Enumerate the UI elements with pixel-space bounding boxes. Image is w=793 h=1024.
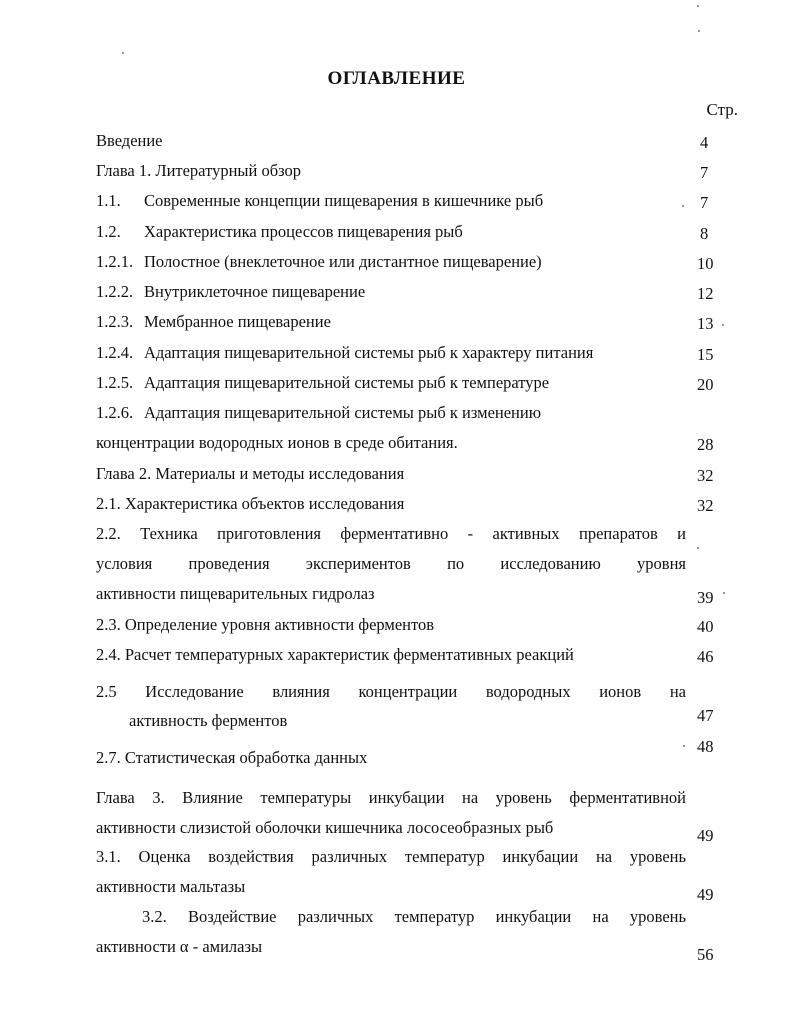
- toc-entry-text: 2.2. Техника приготовления ферментативно - активных препаратов и: [96, 524, 686, 543]
- toc-entry-text: активности пищеварительных гидролаз: [96, 584, 375, 603]
- toc-entry-text: Адаптация пищеварительной системы рыб к температуре: [144, 373, 550, 392]
- toc-entry-text: Характеристика процессов пищеварения рыб: [144, 222, 463, 241]
- toc-entry: [96, 375, 686, 392]
- page-column-label: Стр.: [706, 100, 738, 119]
- toc-page-number: 48: [697, 737, 714, 756]
- toc-entry-text: активности мальтазы: [96, 877, 246, 896]
- toc-page-number: 7: [700, 193, 709, 212]
- toc-entry-text: условия проведения экспериментов по исследованию уровня: [96, 554, 686, 573]
- toc-entry: [96, 345, 686, 362]
- toc-page-number: 10: [697, 254, 714, 273]
- toc-entry: [142, 909, 686, 926]
- toc-page-number: 7: [700, 163, 709, 182]
- toc-entry-text: 2.1. Характеристика объектов исследования: [96, 494, 405, 513]
- toc-entry: [96, 750, 686, 767]
- toc-page-number: 32: [697, 466, 714, 485]
- toc-entry-text: 2.7. Статистическая обработка данных: [96, 748, 368, 767]
- toc-entry-text: 2.5 Исследование влияния концентрации водородных ионов на: [96, 682, 686, 701]
- scan-speck: [683, 745, 685, 747]
- toc-entry: [96, 556, 686, 573]
- toc-page-number: 32: [697, 496, 714, 515]
- toc-entry-text: Внутриклеточное пищеварение: [144, 282, 366, 301]
- toc-entry-number: 1.2.3.: [96, 312, 134, 331]
- toc-page-number: 20: [697, 375, 714, 394]
- toc-entry-text: активность ферментов: [129, 711, 288, 730]
- scan-speck: [722, 324, 724, 326]
- toc-entry: [96, 849, 686, 866]
- toc-entry-text: концентрации водородных ионов в среде обитания.: [96, 433, 458, 452]
- page-title: ОГЛАВЛЕНИЕ: [327, 68, 466, 89]
- toc-entry-number: 1.2.6.: [96, 403, 134, 422]
- toc-entry-text: Введение: [96, 131, 163, 150]
- toc-entry-text: Современные концепции пищеварения в кишечнике рыб: [144, 191, 544, 210]
- toc-entry-text: Полостное (внеклеточное или дистантное пищеварение): [144, 252, 542, 271]
- scan-speck: [697, 547, 699, 549]
- toc-entry: [96, 879, 686, 896]
- toc-entry: [96, 790, 686, 807]
- toc-entry: [96, 314, 686, 331]
- toc-entry-text: Адаптация пищеварительной системы рыб к характеру питания: [144, 343, 594, 362]
- toc-entry-number: 1.2.4.: [96, 343, 134, 362]
- toc-page-number: 28: [697, 435, 714, 454]
- toc-entry: [96, 496, 686, 513]
- scan-speck: [723, 592, 725, 594]
- toc-entry: [96, 163, 686, 180]
- toc-entry-number: 1.2.5.: [96, 373, 134, 392]
- toc-page-number: 46: [697, 647, 714, 666]
- toc-entry-text: 2.4. Расчет температурных характеристик ферментативных реакций: [96, 645, 574, 664]
- scan-speck: [698, 30, 700, 32]
- toc-entry: [96, 435, 686, 452]
- toc-entry: [129, 713, 669, 730]
- toc-entry: [96, 193, 686, 210]
- toc-entry-text: Глава 2. Материалы и методы исследования: [96, 464, 405, 483]
- toc-page-number: 49: [697, 885, 714, 904]
- toc-page-number: 8: [700, 224, 709, 243]
- toc-entry-text: Мембранное пищеварение: [144, 312, 331, 331]
- toc-entry-text: Глава 1. Литературный обзор: [96, 161, 302, 180]
- toc-entry-text: Адаптация пищеварительной системы рыб к изменению: [144, 403, 542, 422]
- toc-entry: [96, 820, 686, 837]
- toc-entry: [96, 617, 686, 634]
- toc-entry: [96, 133, 686, 150]
- toc-entry: [96, 224, 686, 241]
- scan-speck: [697, 5, 699, 7]
- toc-entry: [96, 254, 686, 271]
- toc-entry-text: 3.1. Оценка воздействия различных температур инкубации на уровень: [96, 847, 686, 866]
- toc-page-number: 13: [697, 314, 714, 333]
- toc-entry-number: 1.2.: [96, 222, 121, 241]
- toc-entry: [96, 684, 686, 701]
- toc-entry-text: 2.3. Определение уровня активности ферментов: [96, 615, 435, 634]
- toc-entry: [96, 586, 686, 603]
- toc-entry: [96, 466, 686, 483]
- toc-entry: [96, 939, 686, 956]
- toc-page-number: 4: [700, 133, 709, 152]
- toc-entry-number: 1.1.: [96, 191, 121, 210]
- toc-entry-text: активности α - амилазы: [96, 937, 263, 956]
- toc-page-number: 49: [697, 826, 714, 845]
- toc-entry: [96, 647, 686, 664]
- toc-entry: [96, 526, 686, 543]
- toc-page-number: 39: [697, 588, 714, 607]
- toc-page-number: 56: [697, 945, 714, 964]
- toc-entry: [96, 405, 686, 422]
- toc-entry-number: 1.2.1.: [96, 252, 134, 271]
- toc-page-number: 15: [697, 345, 714, 364]
- toc-entry: [96, 284, 686, 301]
- toc-page-number: 47: [697, 706, 714, 725]
- scan-speck: [682, 205, 684, 207]
- toc-entry-text: 3.2. Воздействие различных температур инкубации на уровень: [142, 907, 686, 926]
- toc-entry-text: активности слизистой оболочки кишечника лососеобразных рыб: [96, 818, 554, 837]
- scan-speck: [122, 52, 124, 54]
- toc-entry-number: 1.2.2.: [96, 282, 134, 301]
- toc-page-number: 12: [697, 284, 714, 303]
- toc-page-number: 40: [697, 617, 714, 636]
- toc-entry-text: Глава 3. Влияние температуры инкубации на уровень ферментативной: [96, 788, 686, 807]
